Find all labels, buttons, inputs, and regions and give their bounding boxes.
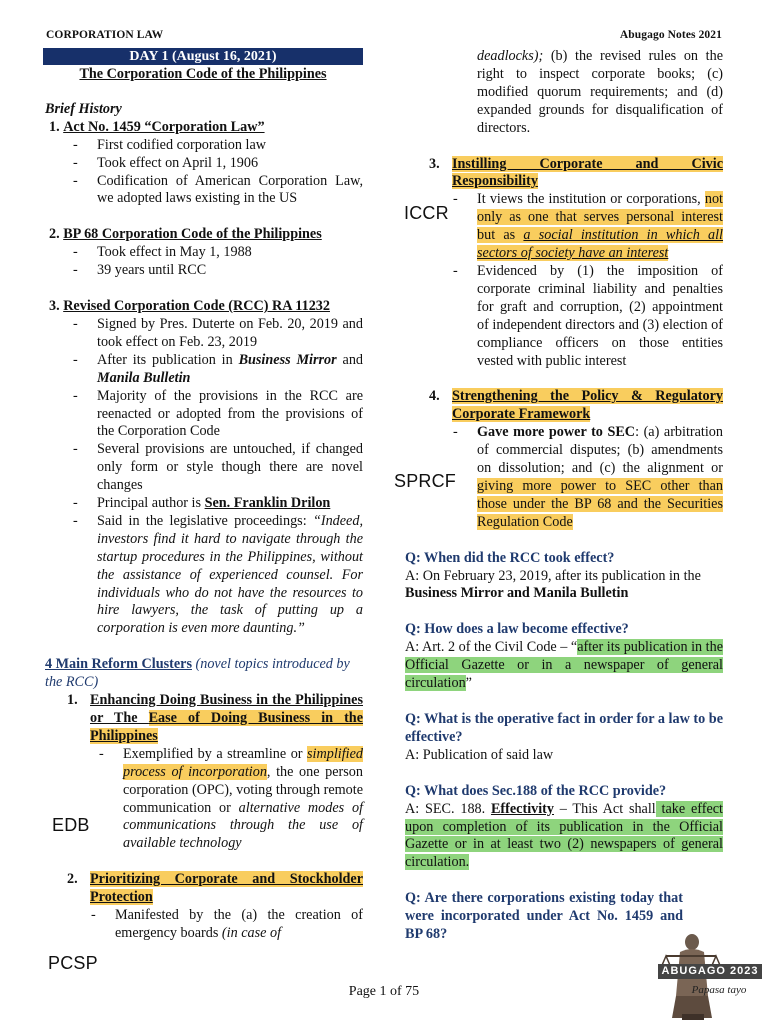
cluster-3-heading — [429, 156, 723, 192]
highlight: not only as one that serves personal interest but as — [477, 191, 723, 244]
cluster-1-heading — [67, 692, 363, 746]
margin-note-sprcf: SPRCF — [394, 471, 457, 491]
history-heading-3: Revised Corporation Code (RCC) RA 11232 — [63, 298, 330, 315]
cluster-2-text-cont: deadlocks); (b) the revised rules on the right to inspect corporate books; (c) modified quorum requirements; and (d) expanded grounds for disqualification of directors. — [477, 48, 723, 136]
cluster-title-4: Strengthening the Policy & Regulatory Corporate Framework — [452, 388, 723, 423]
question-3: Q: What is the operative fact in order for a law to be effective? — [405, 711, 723, 745]
list-item: - 39 years until RCC — [73, 262, 207, 279]
history-num-2: 2. — [49, 226, 60, 243]
header-right: Abugago Notes 2021 — [619, 29, 722, 41]
cluster-2-heading — [67, 871, 363, 907]
list-item: - Several provisions are untouched, if changed only form or style though there are novel changes — [73, 441, 363, 494]
list-item: - It views the institution or corporations, not only as one that serves personal interest but as a social institution in which all sectors of society have an interest — [453, 191, 724, 262]
history-list-3 — [73, 316, 363, 638]
publication-name: Manila Bulletin — [97, 369, 191, 386]
right-column — [405, 48, 723, 944]
stamp-title: ABUGAGO 2023 — [658, 964, 762, 979]
highlight: a social institution in which all sectors of society have an interest — [477, 227, 724, 262]
cluster-4-text: - Gave more power to SEC: (a) arbitration of commercial disputes; (b) amendments on dissolution; and (c) the alignment or giving more power to SEC other than those under the BP 68 and the Securities Regulation Code — [453, 424, 723, 530]
clusters-title: 4 Main Reform Clusters — [45, 656, 192, 673]
highlight: giving more power to SEC other than those under the BP 68 and the Securities Regulation Code — [477, 477, 723, 530]
list-item: - Majority of the provisions in the RCC are reenacted or adopted from the provisions of the Corporation Code — [73, 387, 363, 440]
list-item: - Principal author is Sen. Franklin Drilon — [73, 495, 331, 512]
cluster-num-1: 1. — [67, 692, 78, 709]
history-num-1: 1. — [49, 118, 60, 135]
list-item: - After its publication in Business Mirror and Manila Bulletin — [73, 351, 364, 386]
question-2: Q: How does a law become effective? — [405, 621, 629, 638]
cluster-title-2: Prioritizing Corporate and Stockholder Protection — [90, 871, 363, 906]
highlight: take effect upon completion of its publication in the Official Gazette or in at least two (2) newspapers of general circulation. — [405, 800, 723, 871]
cluster-num-2: 2. — [67, 871, 78, 888]
brief-history-heading: Brief History — [45, 100, 122, 117]
page-title: The Corporation Code of the Philippines — [79, 66, 327, 82]
question-4: Q: What does Sec.188 of the RCC provide? — [405, 782, 667, 799]
left-column — [43, 48, 363, 943]
highlight: simplified process of incorporation — [123, 745, 363, 780]
history-heading-2: BP 68 Corporation Code of the Philippines — [63, 226, 322, 243]
list-item: - Signed by Pres. Duterte on Feb. 20, 2019 and took effect on Feb. 23, 2019 — [73, 315, 363, 350]
history-list-2 — [73, 244, 363, 280]
list-item: - First codified corporation law — [73, 136, 267, 153]
history-list-1 — [73, 137, 363, 209]
header-left: CORPORATION LAW — [46, 29, 164, 41]
history-item-3 — [49, 298, 363, 316]
cluster-num-4: 4. — [429, 388, 440, 405]
clusters-heading — [45, 656, 363, 692]
principal-author: Sen. Franklin Drilon — [204, 495, 331, 512]
cluster-4-heading — [429, 388, 723, 424]
stamp-tagline: Papasa tayo — [691, 984, 747, 996]
list-item: - Took effect in May 1, 1988 — [73, 244, 252, 261]
cluster-title-1-highlight: Ease of Doing Business in the Philippines — [90, 710, 363, 744]
margin-note-iccr: ICCR — [404, 203, 449, 223]
cluster-num-3: 3. — [429, 155, 440, 172]
question-5: Q: Are there corporations existing today that were incorporated under Act No. 1459 and BP 68? — [405, 890, 683, 943]
qa-section — [405, 550, 723, 944]
legislative-quote: “Indeed, investors find it hard to navigate through the startup procedures in the Philippines, without the assistance of experienced counsel. For individuals who do not have the resources to hire lawyers, the task of putting up a corporation is even more daunting.” — [97, 512, 363, 637]
margin-note-edb: EDB — [52, 815, 90, 835]
question-1: Q: When did the RCC took effect? — [405, 549, 615, 566]
answer-2: A: Art. 2 of the Civil Code – “after its publication in the Official Gazette or in a newspaper of general circulation” — [405, 639, 723, 692]
page-number: Page 1 of 75 — [348, 984, 420, 999]
cluster-1-text: - Exemplified by a streamline or simplified process of incorporation, the one person corporation (OPC), voting through remote communication or alternative modes of communications through the use of available technology — [99, 745, 364, 852]
list-item: - Took effect on April 1, 1906 — [73, 154, 259, 171]
cluster-title-3: Instilling Corporate and Civic Responsibility — [452, 155, 723, 190]
clusters-note: (novel topics introduced by the RCC) — [45, 656, 350, 691]
cluster-3-list — [453, 191, 723, 370]
list-item: - Codification of American Corporation Law, we adopted laws existing in the US — [73, 172, 363, 207]
list-item: - Said in the legislative proceedings: “Indeed, investors find it hard to navigate through the startup procedures in the Philippines, without the assistance of experienced counsel. For individuals who do not have the resources to hire lawyers, the task of putting up a corporation is even more daunting.” — [73, 512, 363, 637]
highlight: after its publication in the Official Gazette or in a newspaper of general circulation — [405, 639, 723, 692]
abugago-logo — [656, 926, 764, 1022]
day-band: DAY 1 (August 16, 2021) — [43, 48, 363, 65]
margin-note-pcsp: PCSP — [48, 953, 98, 973]
cluster-title-1: Enhancing Doing Business in the Philippines or The — [90, 692, 363, 726]
history-num-3: 3. — [49, 298, 60, 315]
answer-4: A: SEC. 188. Effectivity – This Act shall take effect upon completion of its publication in the Official Gazette or in at least two (2) newspapers of general circulation. — [405, 800, 723, 871]
history-heading-1: Act No. 1459 “Corporation Law” — [63, 118, 265, 135]
history-item-1 — [49, 119, 363, 137]
history-item-2 — [49, 226, 363, 244]
cluster-2-text: - Manifested by the (a) the creation of emergency boards (in case of — [91, 907, 363, 941]
answer-3: A: Publication of said law — [405, 746, 554, 763]
list-item: - Evidenced by (1) the imposition of corporate criminal liability and penalties for graft and corruption, (2) appointment of independent directors and (3) election of compliance officers on those entities vested with public interest — [453, 262, 723, 369]
answer-1: A: On February 23, 2019, after its publication in the Business Mirror and Manila Bulletin — [405, 567, 701, 602]
publication-name: Business Mirror — [238, 351, 337, 368]
